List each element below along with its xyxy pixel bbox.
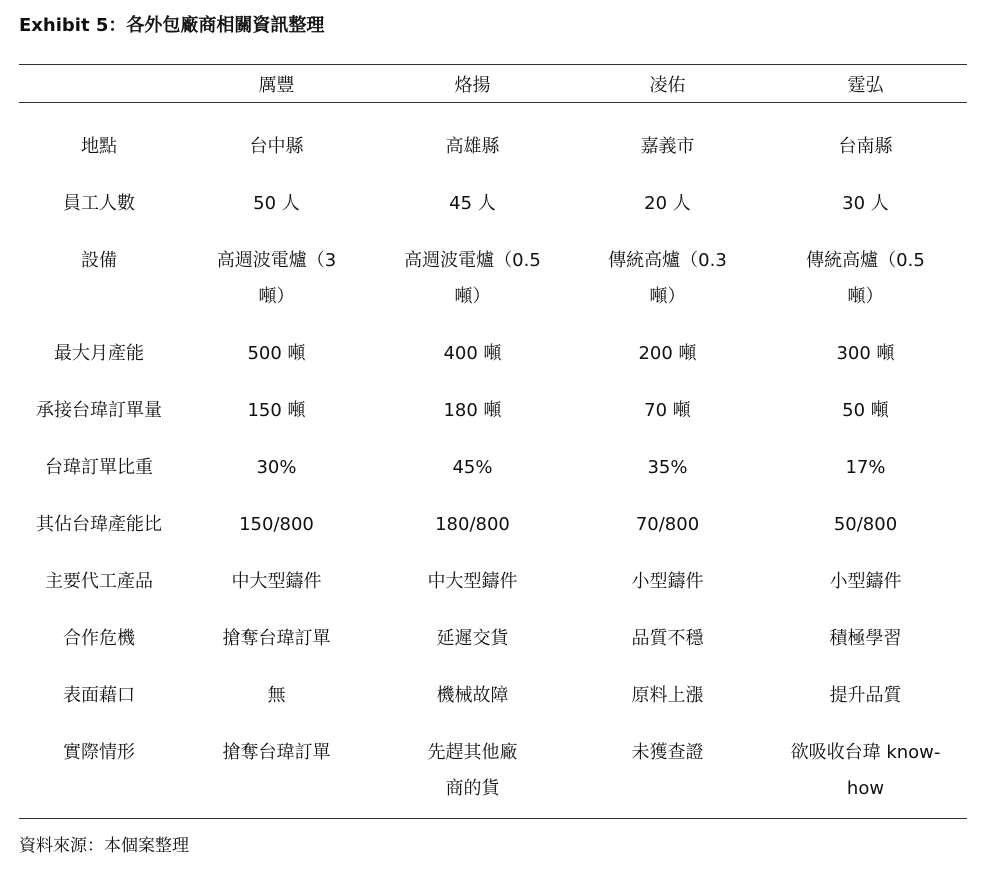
table-cell <box>374 243 571 336</box>
table-cell: 品質不穩 <box>631 628 704 649</box>
table-cell: 17% <box>845 457 886 478</box>
table-cell: 20 人 <box>644 193 691 214</box>
table-cell <box>374 735 571 819</box>
table-cell: 搶奪台瑋訂單 <box>222 742 331 763</box>
table-cell <box>764 243 967 336</box>
table-cell: 嘉義市 <box>640 136 695 157</box>
table-cell: 中大型鑄件 <box>231 571 322 592</box>
row-label: 台瑋訂單比重 <box>45 457 153 478</box>
table-cell-text: 傳統高爐（0.3 噸） <box>608 250 727 307</box>
table-cell-text: 欲吸收台瑋 know-how <box>790 742 941 799</box>
table-cell: 70 噸 <box>644 400 691 421</box>
table-row <box>19 393 967 450</box>
table-cell: 原料上漲 <box>631 685 704 706</box>
table-cell: 180 噸 <box>443 400 502 421</box>
header-row <box>19 65 967 103</box>
table-cell: 未獲查證 <box>631 742 704 763</box>
table-cell: 35% <box>647 457 688 478</box>
row-label: 最大月產能 <box>54 343 144 364</box>
table-cell: 50/800 <box>833 514 898 535</box>
row-label: 其佔台瑋產能比 <box>36 514 162 535</box>
row-label: 員工人數 <box>63 193 135 214</box>
table-cell: 300 噸 <box>836 343 895 364</box>
row-label: 實際情形 <box>63 742 135 763</box>
table-cell <box>764 735 967 819</box>
table-cell: 提升品質 <box>829 685 902 706</box>
table-cell: 積極學習 <box>829 628 902 649</box>
vendor-comparison-table <box>19 64 967 819</box>
table-cell: 小型鑄件 <box>829 571 902 592</box>
table-cell-text: 高週波電爐（3 噸） <box>216 250 337 307</box>
row-label: 表面藉口 <box>63 685 135 706</box>
table-cell: 50 人 <box>253 193 300 214</box>
header-vendor: 凌佑 <box>649 74 686 96</box>
table-cell: 30 人 <box>842 193 889 214</box>
row-label: 主要代工產品 <box>45 571 153 592</box>
table-cell: 150/800 <box>239 514 314 535</box>
table-cell: 50 噸 <box>842 400 889 421</box>
table-cell: 延遲交貨 <box>436 628 509 649</box>
table-cell: 45% <box>452 457 493 478</box>
table-row <box>19 678 967 735</box>
table-cell: 70/800 <box>635 514 700 535</box>
table-row <box>19 336 967 393</box>
table-row <box>19 186 967 243</box>
table-cell: 台南縣 <box>838 136 893 157</box>
table-cell: 180/800 <box>435 514 510 535</box>
table-cell: 400 噸 <box>443 343 502 364</box>
table-cell: 150 噸 <box>247 400 306 421</box>
table-row <box>19 450 967 507</box>
header-vendor: 霆弘 <box>847 74 884 96</box>
table-cell-text: 傳統高爐（0.5 噸） <box>806 250 925 307</box>
table-row <box>19 621 967 678</box>
row-label: 合作危機 <box>63 628 135 649</box>
row-label: 承接台瑋訂單量 <box>36 400 162 421</box>
row-label: 設備 <box>81 250 117 271</box>
table-cell-text: 高週波電爐（0.5 噸） <box>404 250 541 307</box>
table-cell: 搶奪台瑋訂單 <box>222 628 331 649</box>
table-cell: 小型鑄件 <box>631 571 704 592</box>
table-row <box>19 507 967 564</box>
table-row <box>19 103 967 187</box>
header-vendor: 厲豐 <box>258 74 295 96</box>
header-corner <box>19 65 179 103</box>
table-cell <box>179 243 374 336</box>
table-cell: 200 噸 <box>638 343 697 364</box>
table-cell: 500 噸 <box>247 343 306 364</box>
table-cell: 機械故障 <box>436 685 509 706</box>
header-vendor: 烙揚 <box>454 74 491 96</box>
row-label: 地點 <box>81 136 117 157</box>
table-cell: 中大型鑄件 <box>427 571 518 592</box>
exhibit-title: Exhibit 5：各外包廠商相關資訊整理 <box>19 15 325 36</box>
table-row <box>19 243 967 336</box>
table-cell: 高雄縣 <box>445 136 500 157</box>
table-row <box>19 564 967 621</box>
table-cell <box>571 243 764 336</box>
table-cell: 45 人 <box>449 193 496 214</box>
source-note: 資料來源：本個案整理 <box>19 836 189 856</box>
table-cell: 無 <box>267 685 286 706</box>
table-cell: 30% <box>256 457 297 478</box>
table-row <box>19 735 967 819</box>
table-cell: 台中縣 <box>249 136 304 157</box>
table-cell-text: 先趕其他廠商的貨 <box>427 742 518 799</box>
